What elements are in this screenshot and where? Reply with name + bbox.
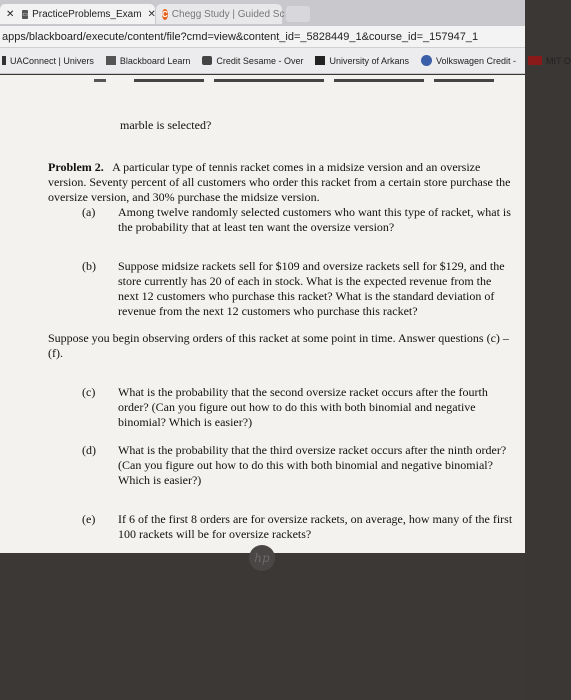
close-icon[interactable]: ✕ xyxy=(147,8,156,20)
uaconnect-icon xyxy=(2,56,6,65)
bookmarks-bar xyxy=(0,48,571,74)
cut-line-text: marble is selected? xyxy=(120,118,212,132)
part-text: next 12 customers who purchase this racket? What is the standard deviation of xyxy=(118,289,495,303)
problem-title: Problem 2. xyxy=(48,160,104,174)
laptop-bezel xyxy=(0,553,525,700)
part-text: (Can you figure out how to do this with both binomial and negative binomial? xyxy=(118,458,493,472)
tab-chegg[interactable] xyxy=(156,4,285,24)
paragraph-text: Suppose you begin observing orders of this racket at some point in time. Answer questions (c) – xyxy=(48,331,509,345)
part-text: revenue from the next 12 customers who purchase this racket? xyxy=(118,304,418,318)
bookmark-vw[interactable] xyxy=(421,55,516,66)
part-text: Suppose midsize rackets sell for $109 and oversize rackets sell for $129, and the xyxy=(118,259,505,273)
pdf-document-page xyxy=(0,75,525,553)
part-label: (e) xyxy=(82,512,96,526)
part-text: If 6 of the first 8 orders are for oversize rackets, on average, how many of the first xyxy=(118,512,513,526)
hp-logo-icon: hp xyxy=(249,545,275,571)
cropped-text-artifact xyxy=(94,77,514,87)
part-text: order? (Can you figure out how to do this with both binomial and negative xyxy=(118,400,476,414)
part-text: What is the probability that the second oversize racket occurs after the fourth xyxy=(118,385,488,399)
part-text: binomial? Which is easier?) xyxy=(118,415,253,429)
part-text: Which is easier?) xyxy=(118,473,202,487)
bookmark-label: Credit Sesame - Over xyxy=(216,55,304,66)
part-text: What is the probability that the third oversize racket occurs after the ninth order? xyxy=(118,443,507,457)
part-text: store currently has 20 of each in stock. What is the expected revenue from the xyxy=(118,274,492,288)
bookmark-credit-sesame[interactable] xyxy=(202,56,303,66)
chegg-icon: C xyxy=(162,9,168,19)
bookmark-mit[interactable] xyxy=(528,56,571,66)
bookmark-label: Volkswagen Credit - xyxy=(435,55,517,66)
bookmark-blackboard[interactable] xyxy=(106,56,191,66)
bookmark-label: Blackboard Learn xyxy=(119,55,191,66)
part-label: (c) xyxy=(82,385,96,399)
url-text: apps/blackboard/execute/content/file?cmd=view&content_id=_5828449_1&course_id=_157947_1 xyxy=(2,30,479,43)
part-label: (b) xyxy=(82,259,96,273)
mit-icon xyxy=(528,56,542,65)
credit-sesame-icon xyxy=(202,56,212,65)
problem-text: version. Seventy percent of all customers who order this racket from a certain store purchase the xyxy=(48,175,511,189)
tab-label: Chegg Study | Guided Sc xyxy=(171,8,285,20)
tab-practice-problems[interactable] xyxy=(0,4,155,24)
blackboard-icon: ▭ xyxy=(22,11,29,18)
problem-2-intro xyxy=(48,160,518,175)
address-bar[interactable] xyxy=(0,26,525,48)
vw-icon xyxy=(421,55,432,66)
part-label: (d) xyxy=(82,443,96,457)
new-tab-button[interactable] xyxy=(286,6,310,22)
tab-label: PracticeProblems_Exam xyxy=(32,8,142,20)
bookmark-uaconnect[interactable] xyxy=(2,56,94,66)
problem-text: oversize version, and 30% purchase the midsize version. xyxy=(48,190,320,204)
blackboard-icon xyxy=(106,56,116,65)
bookmark-label: University of Arkans xyxy=(329,55,409,66)
tab-strip xyxy=(0,0,525,26)
problem-text: A particular type of tennis racket comes in a midsize version and an oversize xyxy=(112,160,481,174)
uark-icon xyxy=(315,56,325,65)
part-label: (a) xyxy=(82,205,96,219)
part-text: 100 rackets will be for oversize rackets? xyxy=(118,527,312,541)
paragraph-text: (f). xyxy=(48,346,63,360)
part-text: the probability that at least ten want the oversize version? xyxy=(118,220,395,234)
bookmark-label: UAConnect | Univers xyxy=(10,55,94,66)
bookmark-uark[interactable] xyxy=(315,56,409,66)
cropped-text-line xyxy=(94,76,514,86)
close-icon[interactable]: ✕ xyxy=(6,8,15,20)
part-text: Among twelve randomly selected customers who want this type of racket, what is xyxy=(118,205,511,219)
bookmark-label: MIT O xyxy=(546,55,571,66)
